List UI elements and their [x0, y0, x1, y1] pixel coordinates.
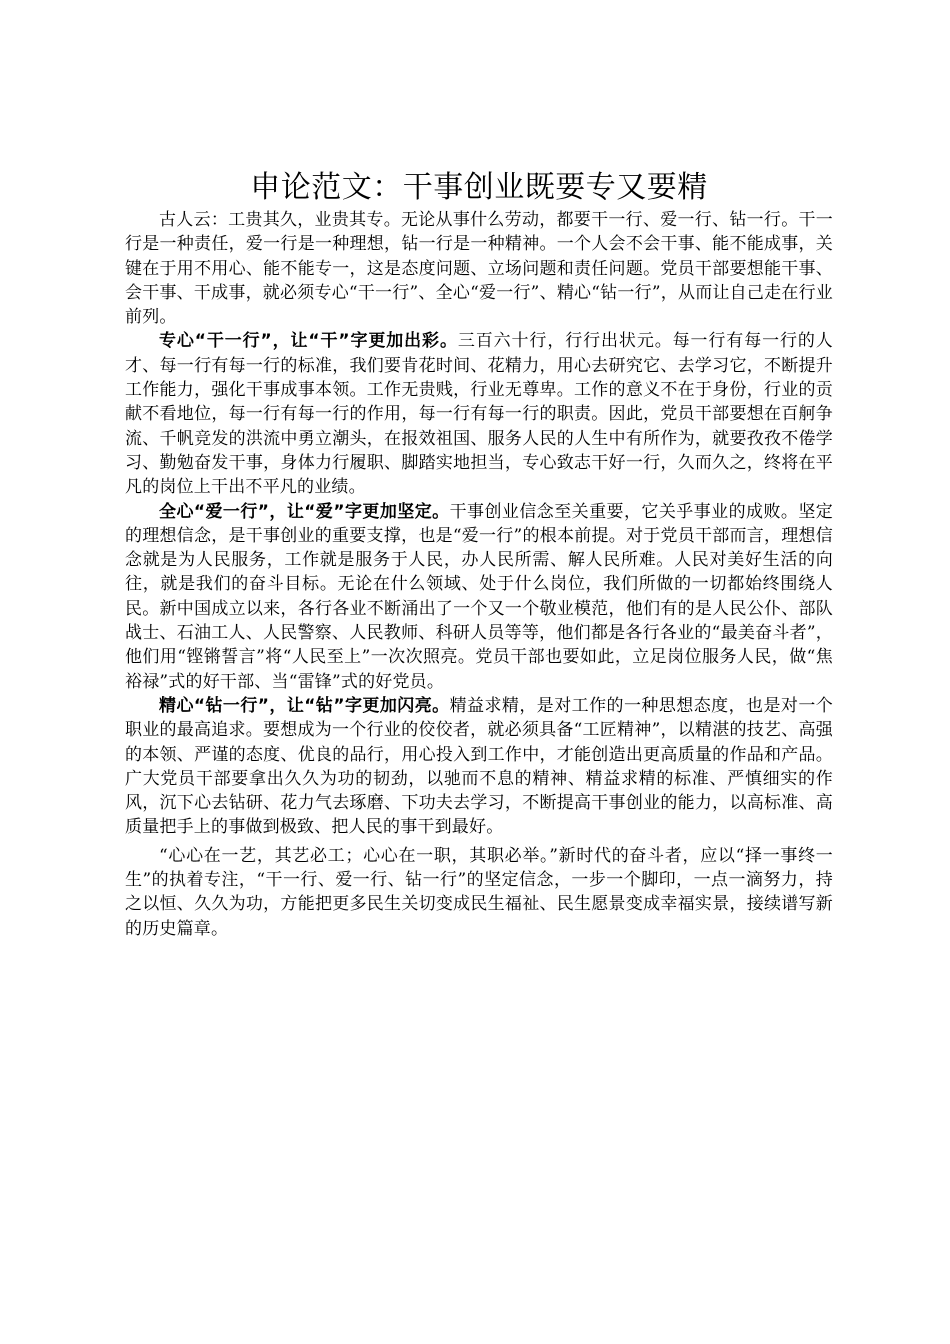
paragraph-conclusion	[125, 844, 833, 941]
paragraph-text: 干事创业信念至关重要，它关乎事业的成败。坚定的理想信念，是干事创业的重要支撑，也是“爱一行”的根本前提。对于党员干部而言，理想信念就是为人民服务，工作就是服务于人民，办人民所需、解人民所难。人民对美好生活的向往，就是我们的奋斗目标。无论在什么领域、处于什么岗位，我们所做的一切都始终围绕人民。新中国成立以来，各行各业不断涌出了一个又一个敬业模范，他们有的是人民公仆、部队战士、石油工人、人民警察、人民教师、科研人员等等，他们都是各行各业的“最美奋斗者”，他们用“铿锵誓言”将“人民至上”一次次照亮。党员干部也要如此，立足岗位服务人民，做“焦裕禄”式的好干部、当“雷锋”式的好党员。	[125, 501, 833, 692]
document-page	[125, 168, 833, 941]
paragraph-heading: 专心“干一行”，让“干”字更加出彩。	[159, 331, 458, 352]
paragraph-heading: 精心“钻一行”，让“钻”字更加闪亮。	[159, 695, 450, 716]
paragraph-heading: 全心“爱一行”，让“爱”字更加坚定。	[159, 501, 450, 522]
paragraph-gan-yi-hang	[125, 329, 833, 499]
document-title: 申论范文：干事创业既要专又要精	[250, 170, 708, 205]
paragraph-ai-yi-hang	[125, 500, 833, 694]
paragraph-zuan-yi-hang	[125, 694, 833, 840]
paragraph-intro	[125, 208, 833, 329]
paragraph-text: 精益求精，是对工作的一种思想态度，也是对一个职业的最高追求。要想成为一个行业的佼佼者，就必须具备“工匠精神”，以精湛的技艺、高强的本领、严谨的态度、优良的品行，用心投入到工作中，才能创造出更高质量的作品和产品。广大党员干部要拿出久久为功的韧劲，以驰而不息的精神、精益求精的标准、严慎细实的作风，沉下心去钻研、花力气去琢磨、下功夫去学习，不断提高干事创业的能力，以高标准、高质量把手上的事做到极致、把人民的事干到最好。	[125, 695, 833, 838]
paragraph-text: “心心在一艺，其艺必工；心心在一职，其职必举。”新时代的奋斗者，应以“择一事终一生”的执着专注，“干一行、爱一行、钻一行”的坚定信念，一步一个脚印，一点一滴努力，持之以恒、久久为功，方能把更多民生关切变成民生福祉、民生愿景变成幸福实景，接续谱写新的历史篇章。	[125, 845, 833, 939]
paragraph-text: 古人云：工贵其久，业贵其专。无论从事什么劳动，都要干一行、爱一行、钻一行。干一行是一种责任，爱一行是一种理想，钻一行是一种精神。一个人会不会干事、能不能成事，关键在于用不用心、能不能专一，这是态度问题、立场问题和责任问题。党员干部要想能干事、会干事、干成事，就必须专心“干一行”、全心“爱一行”、精心“钻一行”，从而让自己走在行业前列。	[125, 210, 833, 328]
paragraph-text: 三百六十行，行行出状元。每一行有每一行的人才、每一行有每一行的标准，我们要肯花时间、花精力，用心去研究它、去学习它，不断提升工作能力，强化干事成事本领。工作无贵贱，行业无尊卑。工作的意义不在于身份，行业的贡献不看地位，每一行有每一行的作用，每一行有每一行的职责。因此，党员干部要想在百舸争流、千帆竞发的洪流中勇立潮头，在报效祖国、服务人民的人生中有所作为，就要孜孜不倦学习、勤勉奋发干事，身体力行履职、脚踏实地担当，专心致志干好一行，久而久之，终将在平凡的岗位上干出不平凡的业绩。	[125, 331, 833, 498]
